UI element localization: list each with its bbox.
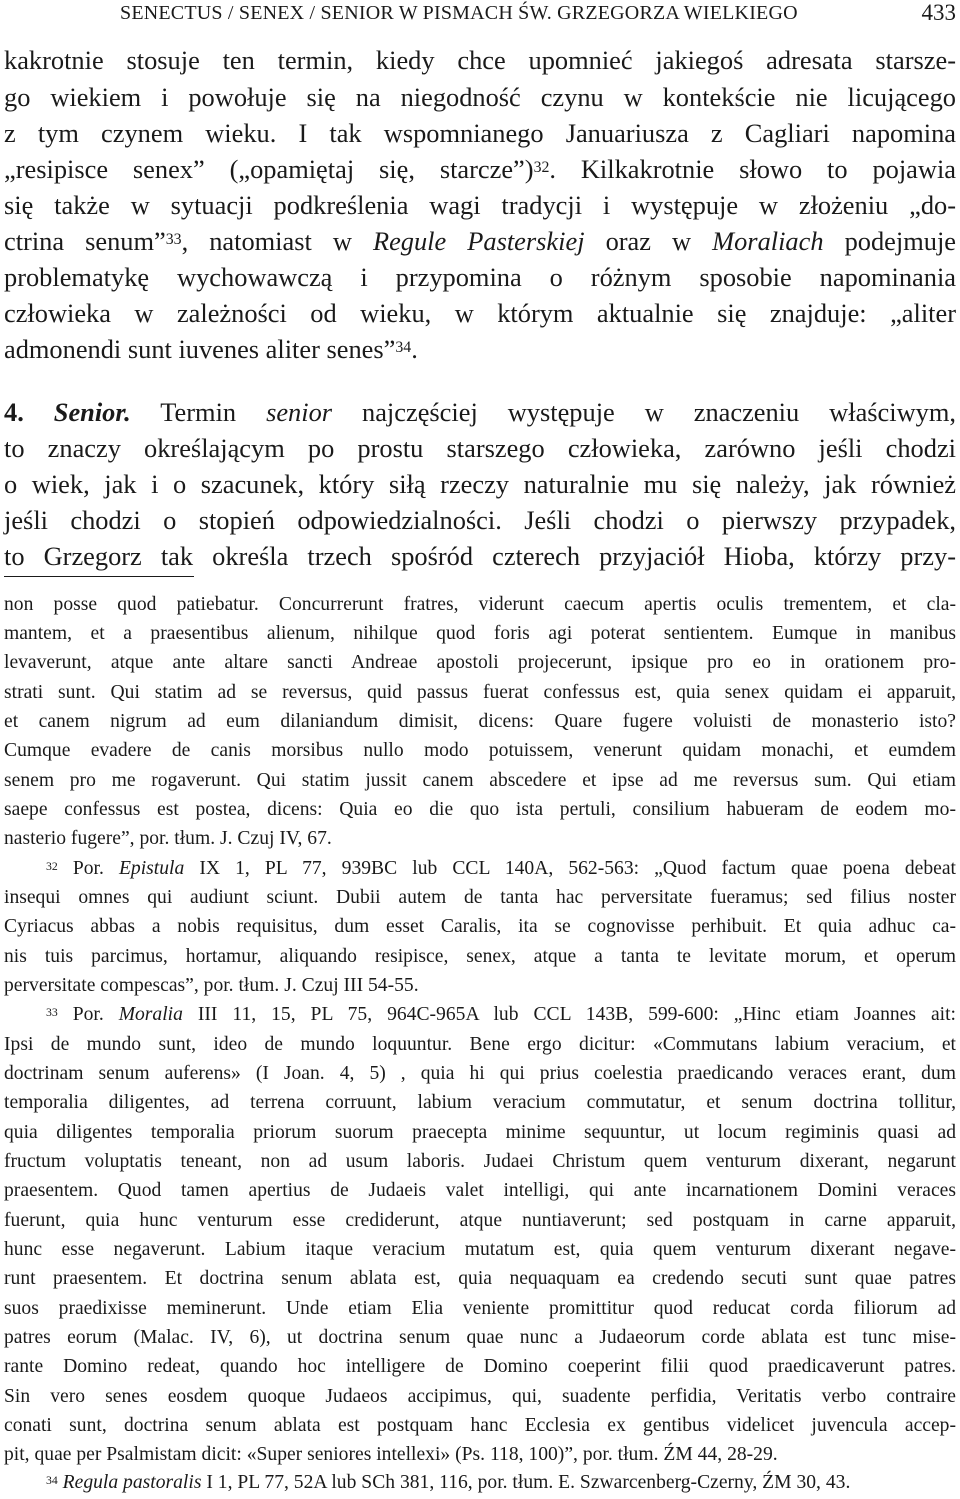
section-heading-line: 4. Senior. Termin senior najczęściej występuje w znaczeniu właściwym,: [4, 397, 956, 427]
footnote-line: temporalia diligentes, ad terrena corruunt, labium veracium commutatur, et senum doctrina tollitur,: [4, 1092, 956, 1113]
footnote-line: levaverunt, atque ante altare sancti Andreae apostoli projecerunt, ipsique pro eo in orationem pro-: [4, 652, 956, 673]
body-line: jeśli chodzi o stopień odpowiedzialności. Jeśli chodzi o pierwszy przypadek,: [4, 505, 956, 535]
footnote-line: runt praesentem. Et doctrina senum ablata est, quia nequaquam ea credendo secuti sunt quae patres: [4, 1268, 956, 1289]
running-head-title: SENECTUS / SENEX / SENIOR W PISMACH ŚW. GRZEGORZA WIELKIEGO: [120, 2, 798, 24]
footnote-line: perversitate compescas”, por. tłum. J. Czuj III 54-55.: [4, 975, 419, 996]
footnote-line: Cumque evadere de canis morsibus nullo modo potuissem, venerunt quidam monachi, et eumdem: [4, 740, 956, 761]
footnote-line: et canem nigrum ad eum dilaniandum dimisit, dicens: Quare fugere voluisti de monasterio isto?: [4, 711, 956, 732]
footnote-separator: [4, 576, 194, 577]
footnote-line: suos praedixisse meminerunt. Unde etiam Elia veniente promittitur quod reducat corda filiorum ad: [4, 1298, 956, 1319]
footnote-line: conati sunt, doctrina senum ablata est postquam hanc Ecclesia ex gentibus videlicet juvencula accep-: [4, 1415, 956, 1436]
footnote-number: 34: [46, 1473, 58, 1487]
footnote-line: pit, quae per Psalmistam dicit: «Super seniores intellexi» (Ps. 118, 100)”, por. tłum. ŹM 44, 28-29.: [4, 1444, 778, 1465]
body-line: to Grzegorz tak określa trzech spośród czterech przyjaciół Hioba, którzy przy-: [4, 541, 956, 571]
footnote-34-line: $^{34}$ Regula pastoralis I 1, PL 77, 52A lub SCh 381, 116, por. tłum. E. Szwarcenberg-Czerny, ŹM 30, 43.: [46, 1472, 851, 1493]
footnote-ref: 33: [165, 231, 182, 249]
body-line: to znaczy określającym po prostu starszego człowieka, zarówno jeśli chodzi: [4, 433, 956, 463]
footnote-line: fructum voluptatis teneant, non ad usum laboris. Judaei Christum quem venturum dixerant, negarunt: [4, 1151, 956, 1172]
footnote-ref: 32: [533, 159, 550, 177]
body-line: kakrotnie stosuje ten termin, kiedy chce upomnieć jakiegoś adresata starsze-: [4, 45, 956, 75]
body-line: o wiek, jak i o szacunek, który siłą rzeczy naturalnie mu się należy, jak również: [4, 469, 956, 499]
footnote-line: Cyriacus abbas a nobis requisitus, dum esset Caralis, ita se cognovisse perhibuit. Et quia adhuc ca-: [4, 916, 956, 937]
footnote-line: Ipsi de mundo sunt, ideo de mundo loquuntur. Bene ergo dicitur: «Commutans labium veracium, et: [4, 1034, 956, 1055]
footnote-line: Sin vero senes eosdem quoque Judaeos accipimus, qui, suadente perfidia, Veritatis verbo contraire: [4, 1386, 956, 1407]
footnote-ref: 34: [395, 339, 412, 357]
footnote-line: quia diligentes temporalia priorum suorum praecepta minime sequuntur, ut locum regiminis quasi ad: [4, 1122, 956, 1143]
footnote-line: hunc esse negaverunt. Labium itaque veracium mutatum est, quia quem venturum dixerant negave-: [4, 1239, 956, 1260]
footnote-32-first-line: $^{32}$ Por. Epistula IX 1, PL 77, 939BC lub CCL 140A, 562-563: „Quod factum quae poena debeat: [46, 858, 956, 879]
footnote-line: senem pro me rogaverunt. Qui statim jussit canem abscedere et ipse ad me reversus sum. Qui etiam: [4, 770, 956, 791]
body-line: admonendi sunt iuvenes aliter senes”$^{34}$.: [4, 334, 418, 364]
running-head: [0, 0, 960, 30]
footnote-number: 32: [46, 859, 58, 873]
body-line: go wiekiem i powołuje się na niegodność czynu w kontekście nie licującego: [4, 82, 956, 112]
page-number: 433: [921, 0, 956, 25]
section-heading: Senior.: [53, 397, 131, 427]
footnote-line: nis tuis parcimus, hortamur, aliquando resipisce, senex, atque a tanta te levitate morum, et operum: [4, 946, 956, 967]
body-line: człowieka w zależności od wieku, w którym aktualnie się znajduje: „aliter: [4, 298, 956, 328]
footnote-line: non posse quod patiebatur. Concurrerunt fratres, viderunt caecum apertis oculis trementem, et cla-: [4, 594, 956, 615]
footnote-line: patres eorum (Malac. IV, 6), ut doctrina senum quae nunc a Judaeorum corde ablata est tunc mise-: [4, 1327, 956, 1348]
footnote-line: insequi omnes qui audiunt sciunt. Dubii autem de tanta hac perversitate fueramus; sed filius noster: [4, 887, 956, 908]
footnote-line: praesentem. Quod tamen apertius de Judaeis valet intelligi, qui ante incarnationem Domini veraces: [4, 1180, 956, 1201]
footnote-line: rante Domino redeat, quando hoc intelligere de Domino coeperint filii quod praedicaverunt patres.: [4, 1356, 956, 1377]
body-line: „resipisce senex” („opamiętaj się, starcze”)$^{32}$. Kilkakrotnie słowo to pojawia: [4, 154, 956, 184]
footnote-33-first-line: $^{33}$ Por. Moralia III 11, 15, PL 75, 964C-965A lub CCL 143B, 599-600: „Hinc etiam Joannes ait:: [46, 1004, 956, 1025]
section-number: 4.: [4, 397, 24, 427]
footnote-line: saepe confessus est postea, dicens: Quia eo die quo ista pertuli, consilium habueram de eodem mo-: [4, 799, 956, 820]
footnote-line: mantem, et a praesentibus alienum, nihilque quod foris agi poterat sentientem. Eumque in manibus: [4, 623, 956, 644]
footnote-line: doctrinam senum auferens» (I Joan. 4, 5) , quia hi qui prius coelestia praedicando veraces erant, dum: [4, 1063, 956, 1084]
body-line: się także w sytuacji podkreślenia wagi tradycji i występuje w złożeniu „do-: [4, 190, 956, 220]
body-line: z tym czynem wieku. I tak wspomnianego Januariusza z Cagliari napomina: [4, 118, 956, 148]
footnote-line: strati sunt. Qui statim ad se reversus, quid passus fuerat confessus est, quia senex quidam ei apparuit,: [4, 682, 956, 703]
body-line: problematykę wychowawczą i przypomina o różnym sposobie napominania: [4, 262, 956, 292]
footnote-number: 33: [46, 1005, 58, 1019]
body-line: ctrina senum”$^{33}$, natomiast w Regule Pasterskiej oraz w Moraliach podejmuje: [4, 226, 956, 256]
footnote-line: nasterio fugere”, por. tłum. J. Czuj IV, 67.: [4, 828, 332, 849]
footnote-line: fuerunt, quia hunc venturum esse crediderunt, atque nuntiaverunt; sed postquam in carne apparuit,: [4, 1210, 956, 1231]
